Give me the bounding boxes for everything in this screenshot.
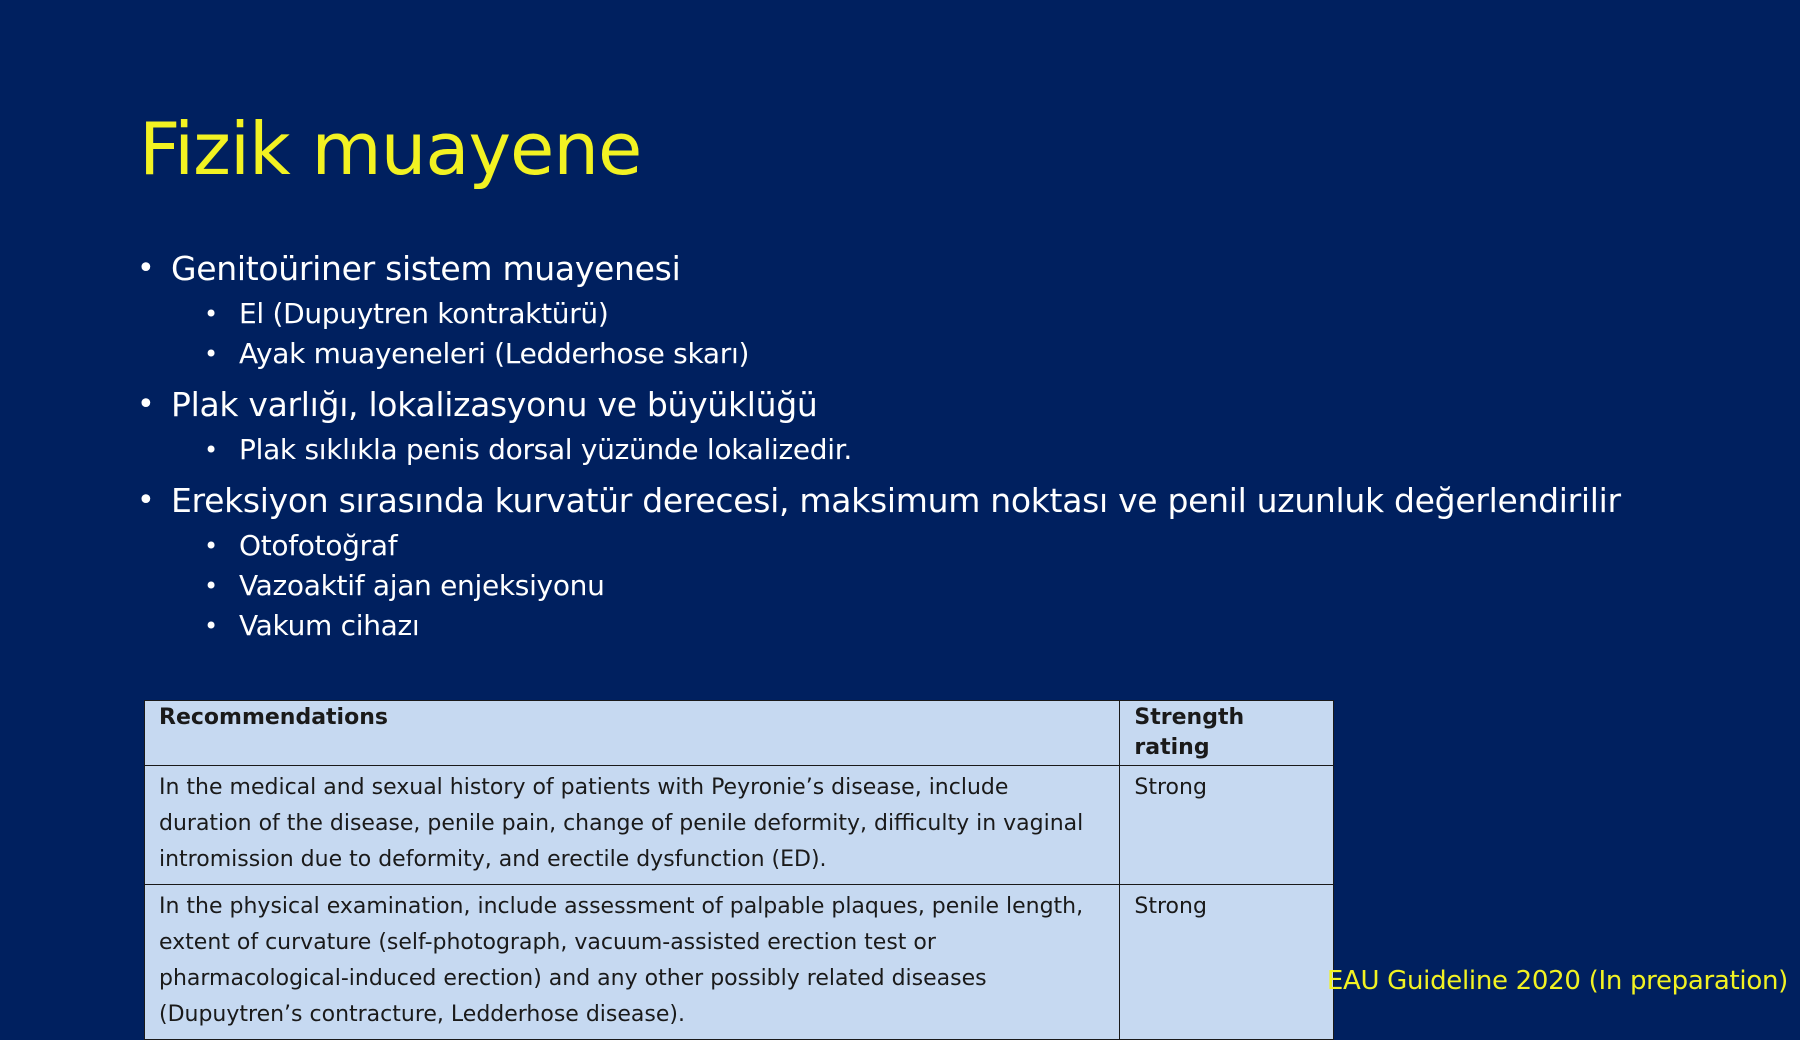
bullet-dot-icon: • [204, 300, 218, 328]
slide-title: Fizik muayene [139, 107, 642, 191]
sub-bullet-list [0, 526, 1800, 646]
bullet-dot-icon: • [137, 387, 155, 422]
bullet-text: Ereksiyon sırasında kurvatür derecesi, maksimum noktası ve penil uzunluk değerlendirilir [171, 481, 1621, 520]
sub-bullet-list [0, 430, 1800, 470]
sub-bullet-item [0, 294, 1800, 334]
header-strength-rating: Strength rating [1120, 701, 1334, 766]
bullet-text: Genitoüriner sistem muayenesi [171, 249, 681, 288]
recommendations-table [144, 700, 1334, 1040]
bullet-dot-icon: • [204, 436, 218, 464]
sub-bullet-text: Ayak muayeneleri (Ledderhose skarı) [239, 337, 750, 370]
sub-bullet-list [0, 294, 1800, 374]
strength-rating-cell: Strong [1120, 885, 1334, 1040]
sub-bullet-item [0, 430, 1800, 470]
bullet-dot-icon: • [137, 251, 155, 286]
sub-bullet-text: El (Dupuytren kontraktürü) [239, 297, 609, 330]
sub-bullet-item [0, 606, 1800, 646]
bullet-dot-icon: • [204, 340, 218, 368]
sub-bullet-text: Vakum cihazı [239, 609, 420, 642]
bullet-item [0, 244, 1800, 294]
bullet-list [0, 244, 1800, 646]
bullet-item [0, 380, 1800, 430]
bullet-dot-icon: • [137, 483, 155, 518]
sub-bullet-text: Plak sıklıkla penis dorsal yüzünde lokalizedir. [239, 433, 852, 466]
table-row [145, 885, 1334, 1040]
bullet-item [0, 476, 1800, 526]
source-footer: EAU Guideline 2020 (In preparation) [1326, 966, 1788, 996]
header-recommendations: Recommendations [145, 701, 1120, 766]
sub-bullet-item [0, 566, 1800, 606]
strength-rating-cell: Strong [1120, 766, 1334, 885]
recommendation-cell: In the physical examination, include assessment of palpable plaques, penile length, extent of curvature (self-photograph, vacuum-assisted erection test or pharmacological-induced erection) and any other possibly related diseases (Dupuytren’s contracture, Ledderhose disease). [145, 885, 1120, 1040]
sub-bullet-item [0, 334, 1800, 374]
table-header-row [145, 701, 1334, 766]
table-row [145, 766, 1334, 885]
sub-bullet-text: Vazoaktif ajan enjeksiyonu [239, 569, 605, 602]
sub-bullet-item [0, 526, 1800, 566]
sub-bullet-text: Otofotoğraf [239, 529, 398, 562]
bullet-text: Plak varlığı, lokalizasyonu ve büyüklüğü [171, 385, 818, 424]
bullet-dot-icon: • [204, 612, 218, 640]
recommendation-cell: In the medical and sexual history of patients with Peyronie’s disease, include duration of the disease, penile pain, change of penile deformity, difficulty in vaginal intromission due to deformity, and erectile dysfunction (ED). [145, 766, 1120, 885]
bullet-dot-icon: • [204, 572, 218, 600]
bullet-dot-icon: • [204, 532, 218, 560]
